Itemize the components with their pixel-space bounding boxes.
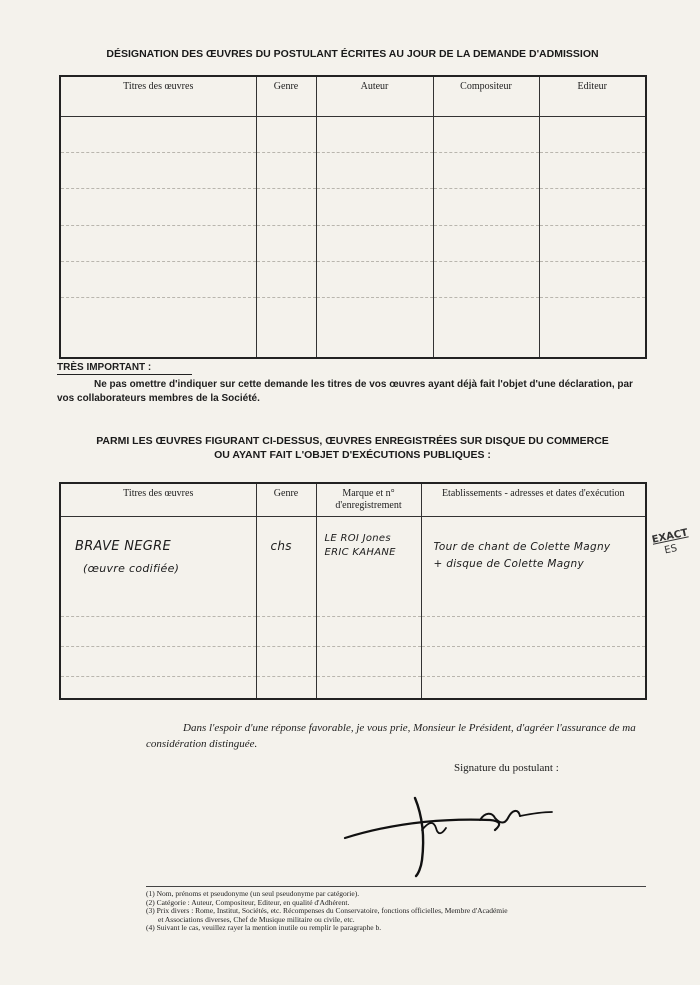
table-row (60, 517, 646, 617)
table-row (60, 225, 646, 261)
footnote-1: (1) Nom, prénoms et pseudonyme (un seul pseudonyme par catégorie). (146, 889, 360, 898)
important-label: TRÈS IMPORTANT : (57, 362, 192, 375)
works-table (59, 75, 647, 359)
table-row (60, 116, 646, 152)
footnote-4: (4) Suivant le cas, veuillez rayer la mention inutile ou remplir le paragraphe b. (146, 923, 382, 933)
table-row (60, 677, 646, 699)
margin-note-initials: ES (663, 543, 679, 557)
section2-title-line1: PARMI LES ŒUVRES FIGURANT CI-DESSUS, ŒUVRES ENREGISTRÉES SUR DISQUE DU COMMERCE (96, 435, 609, 447)
table-row (60, 261, 646, 297)
works-header-title: Titres des œuvres (60, 76, 256, 116)
entry-label-line2: ERIC KAHANE (324, 547, 396, 558)
works-header-genre: Genre (256, 76, 316, 116)
table-row (60, 647, 646, 677)
footnotes (146, 886, 646, 933)
recorded-header-label: Marque et n° d'enregistrement (316, 483, 421, 517)
footnote-2: (2) Catégorie : Auteur, Compositeur, Editeur, en qualité d'Adhérent. (146, 897, 350, 907)
works-header-author: Auteur (316, 76, 433, 116)
signature (330, 790, 590, 880)
entry-label-line1: LE ROI Jones (324, 533, 391, 544)
margin-note-word: EXACT (651, 527, 689, 546)
entry-venue-line2: + disque de Colette Magny (433, 558, 584, 570)
table-row (60, 298, 646, 358)
margin-note (651, 527, 692, 558)
footnote-3-continued: et Associations diverses, Chef de Musique militaire ou civile, etc. (158, 914, 355, 924)
entry-genre: chs (270, 539, 292, 553)
signature-label: Signature du postulant : (454, 762, 559, 774)
recorded-works-table (59, 482, 647, 700)
footnote-3: (3) Prix divers : Rome, Institut, Sociétés, etc. Récompenses du Conservatoire, fonctions officielles, Membre d'Académie (146, 906, 508, 916)
table-row (60, 617, 646, 647)
important-text: Ne pas omettre d'indiquer sur cette demande les titres de vos œuvres ayant déjà fait l'objet d'une déclaration, par vos collaborateurs membres de la Société. (57, 379, 633, 404)
entry-venue-line1: Tour de chant de Colette Magny (433, 541, 611, 553)
works-header-composer: Compositeur (433, 76, 539, 116)
recorded-header-venues: Etablissements - adresses et dates d'exécution (421, 483, 646, 517)
closing-text: Dans l'espoir d'une réponse favorable, je vous prie, Monsieur le Président, d'agréer l'assurance de ma considération distinguée. (146, 722, 636, 750)
section2-title-line2: OU AYANT FAIT L'OBJET D'EXÉCUTIONS PUBLIQUES : (214, 449, 491, 461)
entry-title-note: (œuvre codifiée) (83, 562, 180, 575)
section1-title: DÉSIGNATION DES ŒUVRES DU POSTULANT ÉCRITES AU JOUR DE LA DEMANDE D'ADMISSION (106, 48, 599, 60)
table-row (60, 153, 646, 189)
recorded-header-title: Titres des œuvres (60, 483, 256, 517)
table-row (60, 189, 646, 225)
entry-title: BRAVE NEGRE (75, 539, 171, 554)
recorded-header-genre: Genre (256, 483, 316, 517)
works-header-publisher: Editeur (539, 76, 646, 116)
